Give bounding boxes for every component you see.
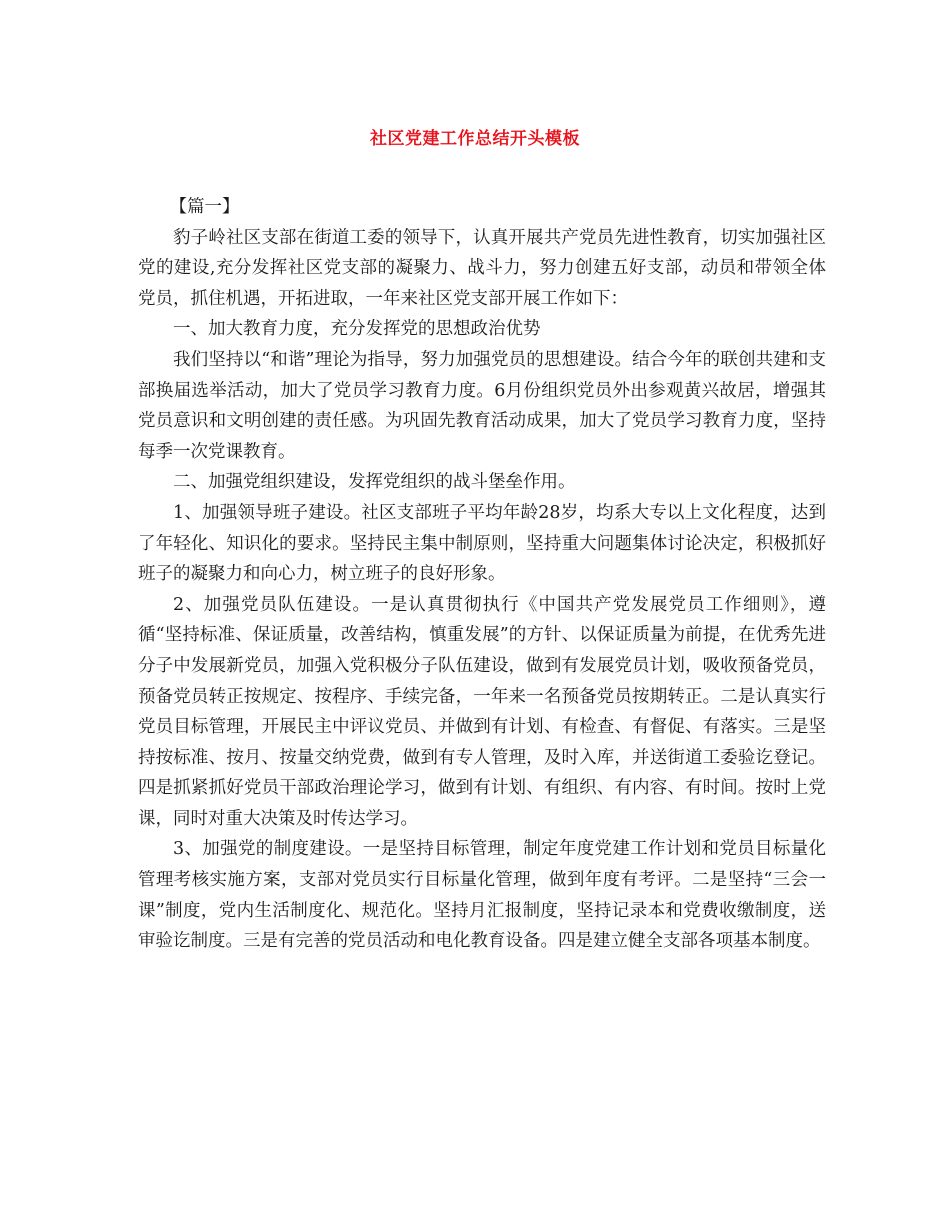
document-body (138, 192, 826, 957)
paragraph-members: 2、加强党员队伍建设。一是认真贯彻执行《中国共产党发展党员工作细则》，遵循“坚持标准、保证质量，改善结构，慎重发展”的方针、以保证质量为前提，在优秀先进分子中发展新党员，加强入党积极分子队伍建设，做到有发展党员计划，吸收预备党员，预备党员转正按规定、按程序、手续完备，一年来一名预备党员按期转正。二是认真实行党员目标管理，开展民主中评议党员、并做到有计划、有检查、有督促、有落实。三是坚持按标准、按月、按量交纳党费，做到有专人管理，及时入库，并送街道工委验讫登记。四是抓紧抓好党员干部政治理论学习，做到有计划、有组织、有内容、有时间。按时上党课，同时对重大决策及时传达学习。 (138, 594, 826, 829)
intro-paragraph: 豹子岭社区支部在街道工委的领导下，认真开展共产党员先进性教育，切实加强社区党的建设,充分发挥社区党支部的凝聚力、战斗力，努力创建五好支部，动员和带领全体党员，抓住机遇，开拓进取，一年来社区党支部开展工作如下： (138, 227, 826, 309)
paragraph-institutions: 3、加强党的制度建设。一是坚持目标管理，制定年度党建工作计划和党员目标量化管理考核实施方案，支部对党员实行目标量化管理，做到年度有考评。二是坚持“三会一课”制度，党内生活制度化、规范化。坚持月汇报制度，坚持记录本和党费收缴制度，送审验讫制度。三是有完善的党员活动和电化教育设备。四是建立健全支部各项基本制度。 (138, 839, 826, 952)
heading-two: 二、加强党组织建设，发挥党组织的战斗堡垒作用。 (173, 472, 576, 493)
heading-one: 一、加大教育力度，充分发挥党的思想政治优势 (173, 319, 541, 340)
paragraph-leadership: 1、加强领导班子建设。社区支部班子平均年龄28岁，均系大专以上文化程度，达到了年轻化、知识化的要求。坚持民主集中制原则，坚持重大问题集体讨论决定，积极抓好班子的凝聚力和向心力，树立班子的良好形象。 (138, 502, 826, 585)
paragraph-education: 我们坚持以“和谐”理论为指导，努力加强党员的思想建设。结合今年的联创共建和支部换届选举活动，加大了党员学习教育力度。6月份组织党员外出参观黄兴故居，增强其党员意识和文明创建的责任感。为巩固先教育活动成果，加大了党员学习教育力度，坚持每季一次党课教育。 (138, 349, 826, 462)
section-label: 【篇一】 (169, 197, 240, 217)
document-title: 社区党建工作总结开头模板 (370, 129, 580, 149)
